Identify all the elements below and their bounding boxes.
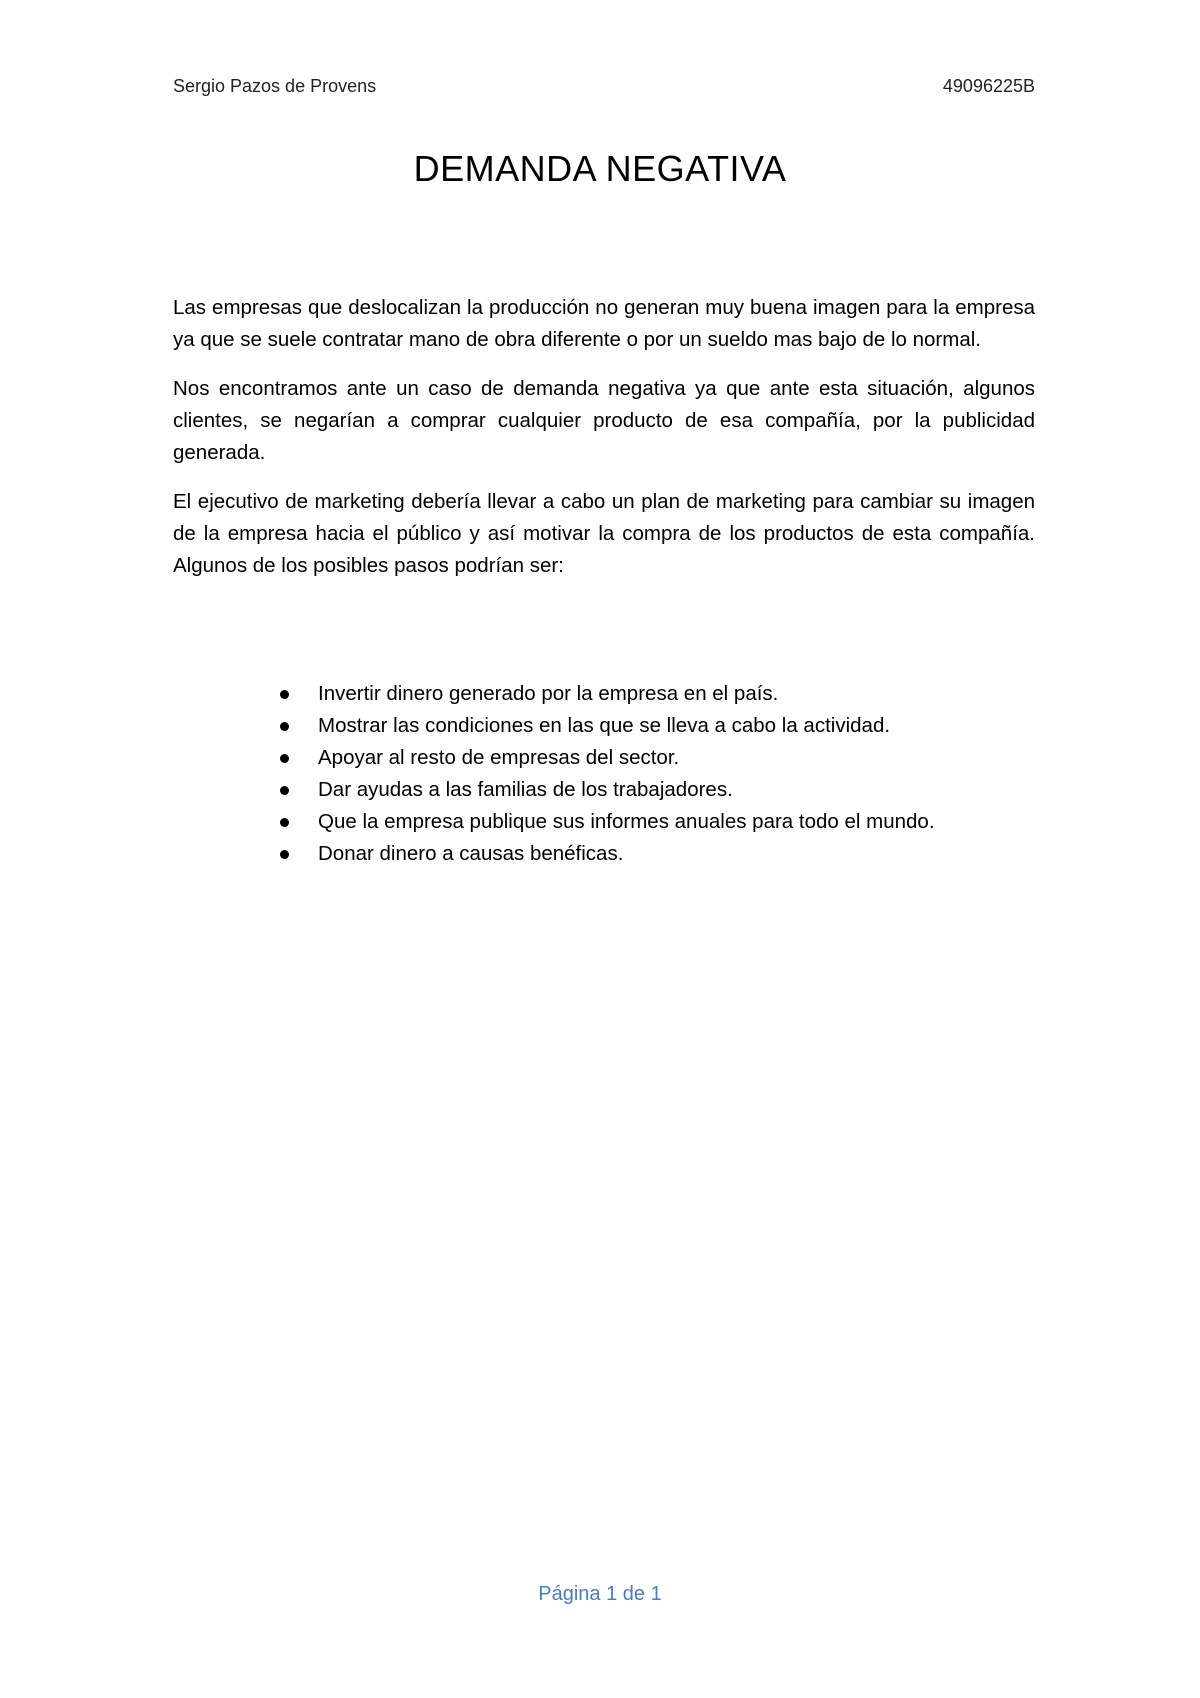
list-item-text: Donar dinero a causas benéficas.	[318, 842, 624, 865]
list-item	[278, 678, 1035, 710]
bullet-icon	[280, 786, 289, 795]
paragraph: Nos encontramos ante un caso de demanda negativa ya que ante esta situación, algunos clientes, se negarían a comprar cualquier producto de esa compañía, por la publicidad generada.	[173, 377, 1035, 464]
document-body	[173, 292, 1035, 599]
list-item	[278, 774, 1035, 806]
bullet-list	[278, 678, 1035, 870]
list-item-text: Apoyar al resto de empresas del sector.	[318, 746, 680, 769]
paragraph: El ejecutivo de marketing debería llevar a cabo un plan de marketing para cambiar su imagen de la empresa hacia el público y así motivar la compra de los productos de esta compañía. Algunos de los posibles pasos podrían ser:	[173, 490, 1035, 577]
list-item	[278, 806, 1035, 838]
list-item-text: Invertir dinero generado por la empresa en el país.	[318, 682, 779, 705]
bullet-icon	[280, 818, 289, 827]
page-header	[173, 76, 1035, 100]
paragraph: Las empresas que deslocalizan la producción no generan muy buena imagen para la empresa ya que se suele contratar mano de obra diferente o por un sueldo mas bajo de lo normal.	[173, 296, 1035, 351]
bullet-icon	[280, 850, 289, 859]
page-number: Página 1 de 1	[538, 1583, 662, 1605]
list-item-text: Dar ayudas a las familias de los trabajadores.	[318, 778, 733, 801]
bullet-icon	[280, 722, 289, 731]
list-item	[278, 710, 1035, 742]
bullet-icon	[280, 754, 289, 763]
list-item-text: Que la empresa publique sus informes anuales para todo el mundo.	[318, 810, 935, 833]
header-id-number: 49096225B	[942, 76, 1035, 96]
document-title: DEMANDA NEGATIVA	[413, 148, 787, 189]
list-item-text: Mostrar las condiciones en las que se lleva a cabo la actividad.	[318, 714, 891, 737]
list-item	[278, 838, 1035, 870]
header-author: Sergio Pazos de Provens	[173, 76, 377, 96]
list-item	[278, 742, 1035, 774]
bullet-icon	[280, 690, 289, 699]
